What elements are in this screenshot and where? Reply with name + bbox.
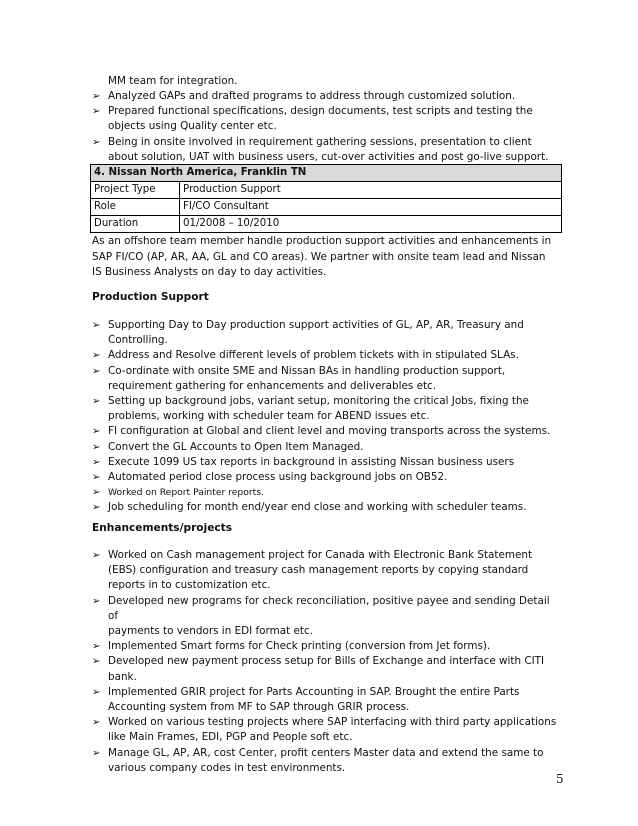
list-item [92,485,562,500]
list-item-line: Supporting Day to Day production support activities of GL, AP, AR, Treasury and [108,319,524,331]
list-item-line: Automated period close process using background jobs on OB52. [108,471,448,484]
list-item-line: Being in onsite involved in requirement gathering sessions, presentation to client [108,135,532,148]
arrow-bullet-icon: ➢ [92,686,101,698]
list-item [92,424,562,439]
arrow-bullet-icon: ➢ [92,426,101,438]
list-item [92,104,562,134]
list-item-line: Prepared functional specifications, design documents, test scripts and testing the [108,105,533,118]
list-item [92,639,562,654]
arrow-bullet-icon: ➢ [92,456,101,468]
table-row [91,182,562,199]
arrow-bullet-icon: ➢ [92,487,101,499]
list-item [92,89,562,104]
continuation-line: MM team for integration. [108,75,238,87]
project-title: 4. Nissan North America, Franklin TN [91,165,562,182]
row-value: Production Support [180,182,562,199]
arrow-bullet-icon: ➢ [92,136,101,148]
list-item [92,685,562,715]
arrow-bullet-icon: ➢ [92,641,101,653]
list-item-line: objects using Quality center etc. [108,120,277,133]
list-item [92,594,562,640]
list-item [92,654,562,684]
list-item [92,470,562,485]
list-item-line: various company codes in test environments. [108,761,346,774]
row-label: Project Type [91,182,180,199]
arrow-bullet-icon: ➢ [92,365,101,377]
row-value: FI/CO Consultant [180,199,562,216]
arrow-bullet-icon: ➢ [92,441,101,453]
arrow-bullet-icon: ➢ [92,106,101,118]
table-row [91,216,562,233]
list-item-line: reports in to customization etc. [108,579,271,592]
list-item-line: Developed new payment process setup for Bills of Exchange and interface with CITI [108,655,545,668]
list-item-line: Convert the GL Accounts to Open Item Managed. [108,440,364,453]
list-item-line: Developed new programs for check reconciliation, positive payee and sending Detail of [108,594,550,622]
list-item-line: Manage GL, AP, AR, cost Center, profit centers Master data and extend the same to [108,746,544,759]
list-item-line: like Main Frames, EDI, PGP and People soft etc. [108,731,353,744]
list-item-line: (EBS) configuration and treasury cash management reports by copying standard [108,564,529,577]
list-item [92,440,562,455]
arrow-bullet-icon: ➢ [92,595,101,607]
list-item-line: Worked on Cash management project for Canada with Electronic Bank Statement [108,549,533,561]
arrow-bullet-icon: ➢ [92,717,101,729]
list-item-line: payments to vendors in EDI format etc. [108,625,313,638]
table-row [91,199,562,216]
top-bullet-list [92,89,562,165]
list-item-line: Setting up background jobs, variant setup, monitoring the critical Jobs, fixing the [108,395,529,408]
list-item-line: bank. [108,670,137,683]
list-item-line: Co-ordinate with onsite SME and Nissan BAs in handling production support, [108,364,506,377]
list-item-line: Worked on various testing projects where SAP interfacing with third party applications [108,716,557,729]
project-table [90,164,562,233]
row-label: Role [91,199,180,216]
intro-paragraph [92,234,562,281]
arrow-bullet-icon: ➢ [92,472,101,484]
arrow-bullet-icon: ➢ [92,747,101,759]
list-item [92,746,562,776]
list-item-line: Execute 1099 US tax reports in background in assisting Nissan business users [108,455,515,468]
intro-line: As an offshore team member handle production support activities and enhancements in [92,235,552,247]
intro-line: SAP FI/CO (AP, AR, AA, GL and CO areas). We partner with onsite team lead and Nissan [92,250,546,263]
list-item-line: Accounting system from MF to SAP through GRIR process. [108,701,410,714]
list-item [92,348,562,363]
list-item-line: requirement gathering for enhancements and deliverables etc. [108,379,437,392]
list-item-line: Implemented Smart forms for Check printing (conversion from Jet forms). [108,640,491,653]
arrow-bullet-icon: ➢ [92,396,101,408]
list-item [92,500,562,515]
arrow-bullet-icon: ➢ [92,91,101,102]
list-item-line: Job scheduling for month end/year end close and working with scheduler teams. [108,501,527,514]
list-item [92,548,562,594]
list-item-line: Worked on Report Painter reports. [108,487,264,499]
production-support-heading: Production Support [92,291,209,303]
arrow-bullet-icon: ➢ [92,350,101,362]
intro-line: IS Business Analysts on day to day activities. [92,266,327,279]
list-item-line: FI configuration at Global and client level and moving transports across the systems. [108,425,551,438]
row-value: 01/2008 – 10/2010 [180,216,562,233]
enhancements-list [92,548,562,776]
list-item [92,318,562,348]
list-item [92,135,562,165]
list-item [92,364,562,394]
list-item-line: Implemented GRIR project for Parts Accounting in SAP. Brought the entire Parts [108,685,520,698]
enhancements-heading: Enhancements/projects [92,522,233,534]
arrow-bullet-icon: ➢ [92,550,101,561]
arrow-bullet-icon: ➢ [92,320,101,331]
arrow-bullet-icon: ➢ [92,502,101,514]
list-item-line: Address and Resolve different levels of problem tickets with in stipulated SLAs. [108,349,519,362]
list-item-line: Analyzed GAPs and drafted programs to address through customized solution. [108,90,516,102]
production-support-list [92,318,562,516]
list-item [92,394,562,424]
list-item-line: about solution, UAT with business users, cut-over activities and post go-live support. [108,150,549,163]
arrow-bullet-icon: ➢ [92,656,101,668]
list-item-line: Controlling. [108,334,168,347]
row-label: Duration [91,216,180,233]
list-item-line: problems, working with scheduler team for ABEND issues etc. [108,410,430,423]
list-item [92,455,562,470]
page-number: 5 [556,772,564,786]
list-item [92,715,562,745]
